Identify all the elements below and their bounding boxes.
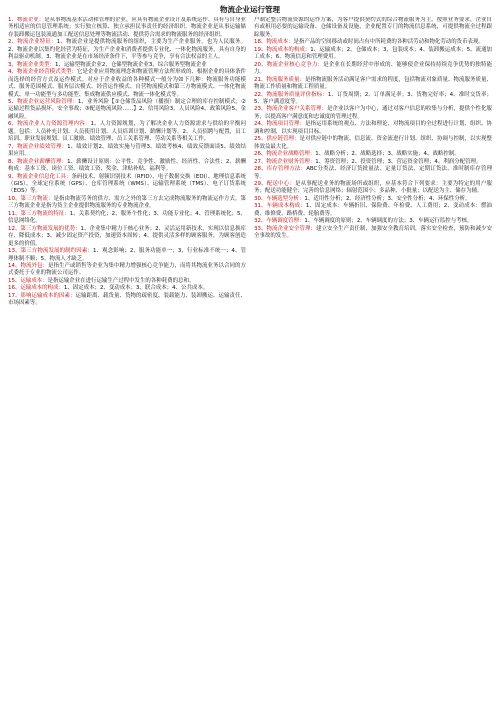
paragraph-heading: 8、物流企业薪酬管理：	[8, 158, 68, 165]
paragraph	[254, 17, 492, 39]
paragraph	[254, 121, 492, 136]
paragraph	[8, 174, 246, 196]
paragraph-text: 1、适用性分析；2、经济性分析；3、安全性分析；4、环保性分析。	[304, 195, 471, 202]
paragraph-text: 是企业以客户为中心，通过对客户信息的收集与分析，提供个性化服务，以提高客户满意度和忠诚度的管理过程。	[254, 106, 492, 120]
paragraph-text: 1、车辆调度的原则；2、车辆调度的方法；3、车辆运行监控与考核。	[304, 218, 473, 225]
paragraph-heading: 6、物流企业人力资源管理内容：	[8, 121, 91, 128]
paragraph-heading: 23、物流企业客户关系管理：	[254, 106, 328, 113]
paragraph-heading: 15、运输成本：	[8, 277, 48, 284]
paragraph-text: 1、运输成本；2、仓储成本；3、包装成本；4、装卸搬运成本；5、流通加工成本；6、物流信息和管理费用。	[254, 46, 492, 61]
paragraph-heading: 32、车辆调度管理：	[254, 218, 305, 225]
paragraph-heading: 14、物流外包：	[8, 262, 48, 269]
paragraph-heading: 29、配送中心：	[254, 180, 295, 187]
paragraph-text: 是对供应链中的物流、信息流、资金流进行计划、组织、协调与控制，以实现整体效益最大化。	[254, 136, 492, 150]
paragraph-text: 是企业在长期经营中形成的、能够使企业保持持续竞争优势的独特能力。	[254, 61, 492, 76]
paragraph-text: 建立安全生产责任制，加强安全教育培训，落实安全检查，预防和减少安全事故的发生。	[254, 225, 492, 240]
paragraph-text: 1、人力资源规划，为了解决企业人力资源需求与供给的平衡问题。包括：人员补充计划、人员使用计划、人员培训计划、薪酬计划等。2、人员招聘与配置，员工培训、职业发展规划、员工激励、绩效管理、员工关系管理、劳动关系等相关工作。	[8, 121, 246, 143]
paragraph	[8, 196, 246, 211]
paragraph-text: 是指运输企业在进行运输生产过程中发生的各种耗费的总和。	[47, 277, 195, 284]
paragraph	[254, 106, 492, 121]
paragraph	[8, 263, 246, 278]
paragraph-heading: 9、物流企业信息化工具：	[8, 173, 72, 180]
paragraph	[8, 293, 246, 308]
paragraph	[8, 99, 246, 121]
paragraph-text: 1、战略分析；2、战略选择；3、战略实施；4、战略控制。	[315, 151, 460, 158]
paragraph-text: 条码技术、射频识别技术（RFID）、电子数据交换（EDI）、地理信息系统（GIS）、全球定位系统（GPS）、仓库管理系统（WMS）、运输管理系统（TMS）、电子订货系统（EOS）等。	[8, 173, 246, 195]
paragraph-text: 1、关系契约化；2、服务个性化；3、功能专业化；4、管理系统化；5、信息网络化。	[8, 210, 246, 225]
paragraph-text: 是指物流服务活动满足客户需求的程度，包括物流对象质量、物流服务质量、物流工作质量和物流工程质量。	[254, 76, 492, 91]
paragraph-heading: 27、物流企业财务管理：	[254, 158, 316, 165]
paragraph-heading: 5、物流企业运营风险管理：	[8, 98, 78, 105]
paragraph	[8, 226, 246, 248]
paragraph-heading: 18、物流成本：	[254, 39, 294, 46]
paragraph-heading: 26、物流企业战略管理：	[254, 151, 316, 158]
paragraph-text: 1、固定成本：车辆折旧、保险费、年检费、人工费用；2、变动成本：燃油费、维修费、路桥费、轮胎费等。	[254, 203, 492, 217]
paragraph-heading: 31、车辆成本构成：	[254, 203, 306, 210]
paragraph-text: 它是企业应用物流理念和物流管理方法所形成的、根据企业的具体条件而选择的经营方式及运作模式。对应于企业收益的各种模式一般分为如下几种：物流服务功能模式、服务范围模式、服务层次模式、经营运作模式、自营物流模式和第三方物流模式、一体化物流模式、单一功能型与多功能型、集成物流供应模式、物流一体化模式等。	[8, 69, 246, 98]
paragraph-text: 是从事配送业务的物流场所或组织，应基本符合下列要求：主要为特定的用户服务；配送功能健全；完善的信息网络；辐射范围小；多品种、小批量；以配送为主、储存为辅。	[254, 180, 492, 195]
paragraph	[8, 248, 246, 263]
paragraph-heading: 4、物流企业经营模式类型：	[8, 69, 77, 76]
paragraph-text: ABC分类法、经济订货批量法、定量订货法、定期订货法、准时制库存管理等。	[254, 166, 492, 180]
paragraph-text: 1、企业集中精力于核心业务；2、灵活运用新技术，实现以信息换库存，降低成本；3、减少固定资产投资，加速资本周转；4、提供灵活多样的顾客服务，为顾客创造更多的价值。	[8, 225, 246, 247]
paragraph-heading: 11、第三方物流的特征：	[8, 210, 70, 217]
paragraph	[254, 203, 492, 218]
right-column	[254, 17, 492, 705]
paragraph	[8, 211, 246, 226]
paragraph-heading: 24、物流项目管理：	[254, 121, 305, 128]
paragraph-text: 1、业务风险【①仓储货品风险（播损）制定合理的库存控制模式；②运输过程货品损坏。安全事故；③配送物流风险……】2、信用风险3、人员风险4、政策风险5、金融风险。	[8, 98, 246, 120]
paragraph-text: 1、绩效计划2、绩效实施与管理3、绩效考核4、绩效反馈面谈5、绩效结果应用。	[8, 143, 246, 158]
paragraph-text: 是从事物流基本活动和管理的企业，应具有物流企业设计及系统运作、具有与自身业务相适应的信息管理系统；实行独立核算、独立承担民事责任的经济组织。物流企业是从事运输储存装卸搬运包装流通加工配送信息处理等物流活动、提供符合需求的物流服务的经济组织。	[8, 17, 246, 38]
paragraph	[254, 39, 492, 46]
paragraph-heading: 1、物流企业：	[8, 17, 45, 23]
paragraph-text: 1、观念影响；2、服务功能单一；3、行业标准不统一；4、管理体制不顺；5、物流人才缺乏。	[8, 248, 246, 262]
paragraph-heading: 7、物流企业绩效管理：	[8, 143, 68, 150]
paragraph-heading: 12、第三方物流发展的优势：	[8, 225, 81, 232]
paragraph-heading: 30、车辆选型分析：	[254, 195, 305, 202]
paragraph-heading: 33、物流企业安全管理：	[254, 225, 316, 232]
paragraph	[254, 226, 492, 241]
paragraph-heading: 2、物流企业特征：	[8, 39, 57, 46]
paragraph-heading: 16、运输成本的构成：	[8, 285, 64, 292]
paragraph	[254, 218, 492, 225]
paragraph-text: 运输距离、载货量、货物的疏密度、装载能力、装卸搬运、运输责任、市场因素等。	[8, 292, 246, 307]
paragraph-text: 1、运输型物流企业2、仓储型物流企业3、综合服务型物流企业	[54, 61, 207, 68]
paragraph	[8, 39, 246, 61]
paragraph-heading: 13、第三方物流发展的制约因素：	[8, 248, 93, 255]
paragraph	[254, 47, 492, 62]
paragraph	[8, 69, 246, 99]
paragraph-text: 1、固定成本；2、变动成本；3、联合成本；4、公共成本。	[63, 285, 209, 292]
paragraph	[8, 144, 246, 159]
paragraph-heading: 3、物流企业类型：	[8, 61, 55, 68]
paragraph	[254, 62, 492, 77]
paragraph-text: 1、筹资管理；2、投资管理；3、营运资金管理；4、利润分配管理。	[315, 158, 482, 165]
document-columns	[8, 17, 492, 705]
left-column	[8, 17, 246, 705]
paragraph	[8, 17, 246, 39]
paragraph-heading: 28、库存管理方法：	[254, 166, 307, 173]
paragraph	[8, 285, 246, 292]
paragraph	[254, 181, 492, 196]
paragraph-heading: 25、供应链管理：	[254, 136, 300, 143]
paragraph-text: 1、薪酬设计原则：公平性、竞争性、激励性、经济性、合法性；2、薪酬构成：基本工资、岗位工资、绩效工资、奖金、津贴补贴、福利等。	[8, 158, 246, 173]
paragraph-text: 是指运用系统的观点、方法和理论，对物流项目的全过程进行计划、组织、协调和控制，以实现项目目标。	[254, 121, 492, 135]
paragraph	[254, 92, 492, 107]
paragraph	[254, 77, 492, 92]
paragraph-heading: 20、物流企业核心竞争力：	[254, 61, 324, 68]
paragraph	[254, 136, 492, 151]
paragraph	[254, 159, 492, 166]
paragraph-text: 是指产品的空间移动或时间占有中所耗费的各种活劳动和物化劳动的货币表现。	[293, 39, 484, 46]
paragraph-heading: 21、物流服务质量：	[254, 76, 305, 83]
paragraph-heading: 19、物流成本的构成：	[254, 46, 311, 53]
paragraph-heading: 10、第三方物流：	[8, 195, 54, 202]
paragraph-text: 是指生产或销售等企业为集中精力增强核心竞争能力，而将其物流业务以合同的方式委托于专业的物流公司运作。	[8, 262, 246, 277]
paragraph	[254, 151, 492, 158]
paragraph	[8, 121, 246, 143]
document-title: 物流企业运行管理	[220, 5, 280, 14]
paragraph	[8, 159, 246, 174]
paragraph-text: 是指由物流劳务的供方、需方之外的第三方去完成物流服务的物流运作方式。第三方物流企业是指为货主企业提供物流服务的专业物流企业。	[8, 195, 246, 210]
paragraph-text: 户制定整合物流资源的运作方案，为客户提供契约式的综合物流服务为主。按照业务要求，企业自有或租用必要的运输设备、仓储设备及设施，企业配置专门的物流信息系统，可提供物流全过程跟踪服务。	[254, 17, 492, 38]
paragraph-heading: 17、影响运输成本的因素：	[8, 292, 76, 299]
paragraph-heading: 22、物流服务质量评价指标：	[254, 91, 328, 98]
paragraph-text: 1、订货周期；2、订单满足率；3、货物完好率；4、准时交货率；5、客户满意度等。	[254, 91, 492, 105]
paragraph-text: 1、物流企业是提供物流服务的组织，主要为生产企业服务，也为人民服务。2、物流企业以集约化经营为特征，为生产企业和消费者提供专业化、一体化物流服务，具有自身的利益驱动机制。3、物流企业是在市场经济条件下，平等参与竞争，享有合法权益的主人。	[8, 39, 246, 61]
paragraph	[254, 166, 492, 181]
